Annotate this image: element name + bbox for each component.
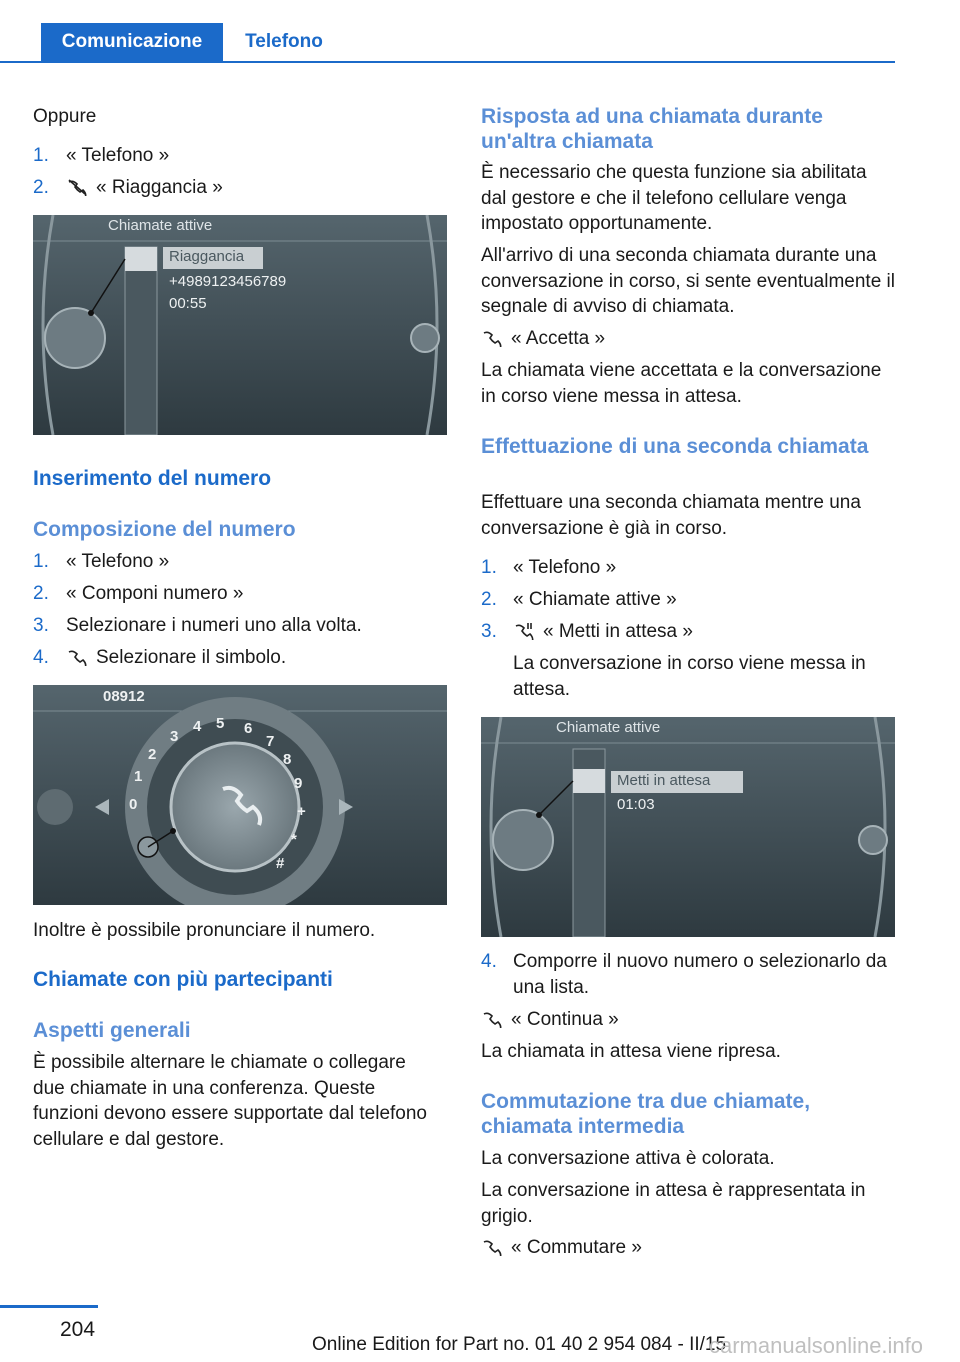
paragraph: È necessario che questa funzione sia abilitata dal gestore e che il telefono cellulare venga impostato opportunamente. [481, 162, 867, 234]
screen-title: Chiamate attive [108, 217, 213, 234]
list-num: 2. [33, 583, 49, 604]
idrive-screenshot-riaggancia [33, 215, 447, 435]
dial-digit: 6 [244, 720, 253, 737]
list-item: « Riaggancia » [66, 175, 223, 201]
dial-digit: 7 [266, 733, 275, 750]
list-num: 4. [33, 647, 49, 668]
screen-label: Riaggancia [169, 248, 245, 265]
dial-display: 08912 [103, 688, 145, 705]
list-num: 4. [481, 951, 497, 972]
dial-digit: 8 [283, 751, 292, 768]
paragraph: La chiamata viene accettata e la conversazione in corso viene messa in attesa. [481, 360, 882, 407]
watermark: carmanualsonline.info [709, 1333, 924, 1358]
dial-digit: 4 [193, 718, 202, 735]
list-item: Selezionare il simbolo. [66, 645, 286, 671]
inoltre-text: Inoltre è possibile pronunciare il numero. [33, 920, 376, 941]
dial-digit: 9 [294, 775, 303, 792]
phone-icon [66, 648, 88, 666]
list-num: 1. [33, 551, 49, 572]
dial-digit: 1 [134, 768, 143, 785]
heading-composizione: Composizione del numero [33, 518, 296, 541]
accetta-line: « Accetta » [481, 326, 605, 352]
tab-comunicazione[interactable]: Comunicazione [41, 23, 223, 61]
list-num: 3. [33, 615, 49, 636]
paragraph: Effettuare una seconda chiamata mentre una conversazione è già in corso. [481, 492, 861, 539]
oppure-text: Oppure [33, 106, 97, 127]
paragraph: All'arrivo di una seconda chiamata durante una conversazione in corso, si sente eventualmente il segnale di avviso di chiamata. [481, 245, 896, 317]
phone-icon [481, 1010, 503, 1028]
heading-inserimento: Inserimento del numero [33, 467, 272, 490]
list-item: « Chiamate attive » [513, 589, 677, 610]
heading-chiamate: Chiamate con più partecipanti [33, 968, 333, 991]
dial-digit: + [297, 803, 306, 820]
hold-icon [513, 622, 535, 640]
commutare-line: « Commutare » [481, 1235, 642, 1261]
paragraph: La conversazione in attesa è rappresentata in grigio. [481, 1180, 866, 1227]
header-tabbar [0, 23, 895, 63]
paragraph: La conversazione attiva è colorata. [481, 1148, 775, 1169]
dial-digit: # [276, 855, 285, 872]
list-num: 2. [33, 177, 49, 198]
list-item: Comporre il nuovo numero o selezionarlo da una lista. [513, 951, 887, 998]
phone-icon [481, 329, 503, 347]
dial-digit: 5 [216, 715, 225, 732]
list-item: « Componi numero » [66, 583, 244, 604]
list-item: « Telefono » [513, 557, 617, 578]
phone-icon [481, 1238, 503, 1256]
screen-title: Chiamate attive [556, 719, 661, 736]
list-num: 3. [481, 621, 497, 642]
list-subtext: La conversazione in corso viene messa in attesa. [513, 653, 866, 700]
idrive-screenshot-metti-in-attesa [481, 717, 895, 937]
list-num: 1. [481, 557, 497, 578]
list-item: « Telefono » [66, 145, 170, 166]
list-num: 1. [33, 145, 49, 166]
footer-rule [0, 1305, 98, 1308]
page-number: 204 [60, 1318, 96, 1341]
screen-label: Metti in attesa [617, 772, 711, 789]
aspetti-paragraph: È possibile alternare le chiamate o collegare due chiamate in una conferenza. Queste funzioni devono essere supportate dal telefono cellulare e dal gestore. [33, 1052, 427, 1150]
edition-text: Online Edition for Part no. 01 40 2 954 084 - II/15 [312, 1334, 727, 1355]
heading-effettuazione: Effettuazione di una seconda chiamata [481, 435, 869, 458]
list-item: « Metti in attesa » [513, 619, 693, 645]
list-item: Selezionare i numeri uno alla volta. [66, 615, 362, 636]
tab-telefono[interactable]: Telefono [245, 31, 323, 52]
idrive-screenshot-dialer [33, 685, 447, 905]
screen-number: +4989123456789 [169, 273, 287, 290]
dial-digit: 0 [129, 796, 138, 813]
heading-commutazione: Commutazione tra due chiamate, chiamata intermedia [481, 1090, 811, 1138]
hang-up-icon [66, 178, 88, 196]
heading-risposta: Risposta ad una chiamata durante un'altra chiamata [481, 105, 823, 153]
screen-time: 01:03 [617, 796, 655, 813]
dial-digit: 3 [170, 728, 179, 745]
list-num: 2. [481, 589, 497, 610]
dial-digit: * [291, 831, 297, 848]
continua-line: « Continua » [481, 1007, 619, 1033]
dial-digit: 2 [148, 746, 157, 763]
heading-aspetti: Aspetti generali [33, 1019, 191, 1042]
list-item: « Telefono » [66, 551, 170, 572]
screen-time: 00:55 [169, 295, 207, 312]
paragraph: La chiamata in attesa viene ripresa. [481, 1041, 781, 1062]
